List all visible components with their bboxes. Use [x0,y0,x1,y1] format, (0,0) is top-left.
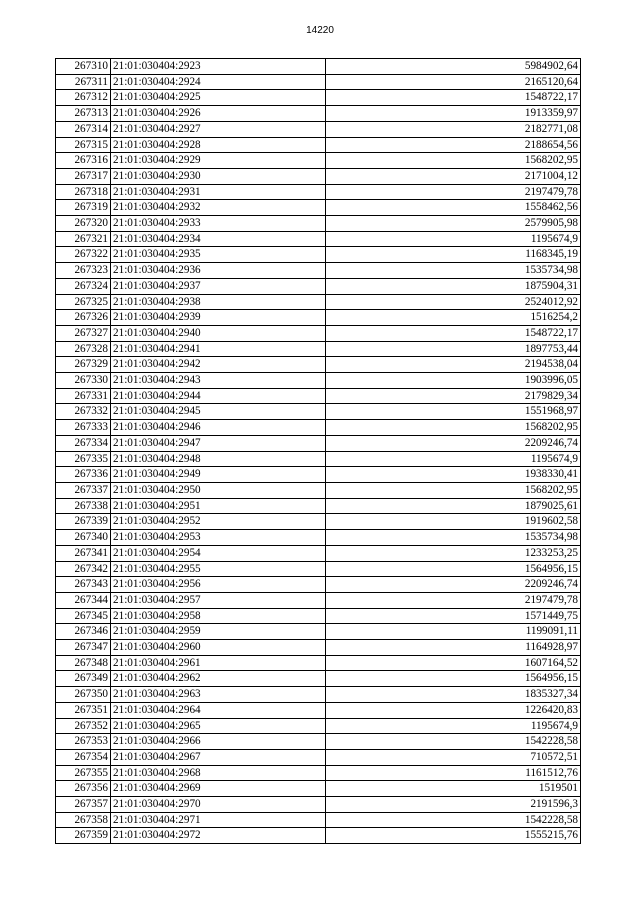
table-row [56,341,581,357]
cadastral-value-cell: 1164928,97 [326,640,581,656]
table-row [56,561,581,577]
row-number-cell: 267320 [56,216,111,232]
table-row [56,749,581,765]
table-row [56,467,581,483]
table-row [56,608,581,624]
row-number-cell: 267338 [56,498,111,514]
row-number-cell: 267353 [56,734,111,750]
cadastral-number-cell: 21:01:030404:2963 [111,687,326,703]
cadastral-value-cell: 1938330,41 [326,467,581,483]
cadastral-number-cell: 21:01:030404:2937 [111,278,326,294]
row-number-cell: 267349 [56,671,111,687]
table-row [56,514,581,530]
table-row [56,373,581,389]
row-number-cell: 267344 [56,592,111,608]
cadastral-value-cell: 2165120,64 [326,74,581,90]
table-row [56,420,581,436]
table-row [56,153,581,169]
table-row [56,592,581,608]
table-row [56,231,581,247]
cadastral-value-cell: 2179829,34 [326,388,581,404]
cadastral-value-cell: 2171004,12 [326,168,581,184]
cadastral-value-cell: 1564956,15 [326,561,581,577]
table-row [56,687,581,703]
cadastral-value-cell: 1195674,9 [326,231,581,247]
row-number-cell: 267330 [56,373,111,389]
table-row [56,294,581,310]
cadastral-value-cell: 1548722,17 [326,325,581,341]
row-number-cell: 267323 [56,263,111,279]
table-row [56,640,581,656]
table-row [56,482,581,498]
cadastral-value-cell: 1535734,98 [326,530,581,546]
cadastral-number-cell: 21:01:030404:2971 [111,812,326,828]
cadastral-value-cell: 1199091,11 [326,624,581,640]
table-row [56,278,581,294]
cadastral-number-cell: 21:01:030404:2935 [111,247,326,263]
cadastral-value-cell: 2197479,78 [326,592,581,608]
cadastral-number-cell: 21:01:030404:2958 [111,608,326,624]
cadastral-number-cell: 21:01:030404:2929 [111,153,326,169]
table-row [56,247,581,263]
table-row [56,184,581,200]
cadastral-number-cell: 21:01:030404:2965 [111,718,326,734]
cadastral-value-cell: 2524012,92 [326,294,581,310]
row-number-cell: 267317 [56,168,111,184]
table-row [56,310,581,326]
table-row [56,828,581,844]
cadastral-number-cell: 21:01:030404:2968 [111,765,326,781]
table-row [56,671,581,687]
row-number-cell: 267335 [56,451,111,467]
table-row [56,577,581,593]
table-row [56,781,581,797]
cadastral-number-cell: 21:01:030404:2946 [111,420,326,436]
cadastral-value-cell: 1897753,44 [326,341,581,357]
page-number: 14220 [306,25,334,36]
cadastral-value-cell: 1195674,9 [326,718,581,734]
cadastral-number-cell: 21:01:030404:2923 [111,59,326,75]
cadastral-number-cell: 21:01:030404:2949 [111,467,326,483]
cadastral-number-cell: 21:01:030404:2925 [111,90,326,106]
row-number-cell: 267336 [56,467,111,483]
cadastral-value-cell: 1879025,61 [326,498,581,514]
table-row [56,90,581,106]
row-number-cell: 267328 [56,341,111,357]
cadastral-value-cell: 2209246,74 [326,577,581,593]
cadastral-number-cell: 21:01:030404:2940 [111,325,326,341]
cadastral-number-cell: 21:01:030404:2936 [111,263,326,279]
cadastral-number-cell: 21:01:030404:2942 [111,357,326,373]
table-row [56,498,581,514]
cadastral-number-cell: 21:01:030404:2939 [111,310,326,326]
cadastral-number-cell: 21:01:030404:2930 [111,168,326,184]
cadastral-value-cell: 2194538,04 [326,357,581,373]
row-number-cell: 267345 [56,608,111,624]
cadastral-number-cell: 21:01:030404:2944 [111,388,326,404]
cadastral-number-cell: 21:01:030404:2961 [111,655,326,671]
row-number-cell: 267318 [56,184,111,200]
table-row [56,797,581,813]
cadastral-number-cell: 21:01:030404:2969 [111,781,326,797]
cadastral-value-cell: 2191596,3 [326,797,581,813]
table-row [56,388,581,404]
table-row [56,216,581,232]
row-number-cell: 267357 [56,797,111,813]
table-row [56,702,581,718]
cadastral-value-table [55,58,581,844]
row-number-cell: 267324 [56,278,111,294]
row-number-cell: 267350 [56,687,111,703]
cadastral-value-cell: 2188654,56 [326,137,581,153]
cadastral-number-cell: 21:01:030404:2959 [111,624,326,640]
table-row [56,624,581,640]
cadastral-number-cell: 21:01:030404:2941 [111,341,326,357]
cadastral-number-cell: 21:01:030404:2938 [111,294,326,310]
table-body [56,59,581,844]
cadastral-value-cell: 1542228,58 [326,734,581,750]
cadastral-value-cell: 1571449,75 [326,608,581,624]
table-row [56,263,581,279]
row-number-cell: 267343 [56,577,111,593]
cadastral-value-cell: 1233253,25 [326,545,581,561]
row-number-cell: 267322 [56,247,111,263]
row-number-cell: 267314 [56,121,111,137]
row-number-cell: 267325 [56,294,111,310]
row-number-cell: 267347 [56,640,111,656]
row-number-cell: 267358 [56,812,111,828]
cadastral-value-cell: 2209246,74 [326,435,581,451]
cadastral-number-cell: 21:01:030404:2954 [111,545,326,561]
cadastral-value-cell: 1875904,31 [326,278,581,294]
cadastral-value-cell: 1568202,95 [326,420,581,436]
cadastral-value-cell: 5984902,64 [326,59,581,75]
cadastral-number-cell: 21:01:030404:2951 [111,498,326,514]
row-number-cell: 267321 [56,231,111,247]
cadastral-number-cell: 21:01:030404:2945 [111,404,326,420]
row-number-cell: 267340 [56,530,111,546]
cadastral-number-cell: 21:01:030404:2931 [111,184,326,200]
row-number-cell: 267311 [56,74,111,90]
cadastral-value-cell: 1835327,34 [326,687,581,703]
cadastral-value-cell: 1548722,17 [326,90,581,106]
row-number-cell: 267348 [56,655,111,671]
cadastral-value-cell: 1542228,58 [326,812,581,828]
cadastral-number-cell: 21:01:030404:2957 [111,592,326,608]
row-number-cell: 267315 [56,137,111,153]
cadastral-number-cell: 21:01:030404:2932 [111,200,326,216]
row-number-cell: 267351 [56,702,111,718]
cadastral-number-cell: 21:01:030404:2926 [111,106,326,122]
cadastral-value-cell: 1161512,76 [326,765,581,781]
cadastral-number-cell: 21:01:030404:2934 [111,231,326,247]
row-number-cell: 267356 [56,781,111,797]
row-number-cell: 267326 [56,310,111,326]
table-row [56,451,581,467]
cadastral-value-cell: 1168345,19 [326,247,581,263]
table-row [56,137,581,153]
cadastral-number-cell: 21:01:030404:2966 [111,734,326,750]
row-number-cell: 267319 [56,200,111,216]
row-number-cell: 267355 [56,765,111,781]
row-number-cell: 267327 [56,325,111,341]
cadastral-value-cell: 2182771,08 [326,121,581,137]
table-row [56,357,581,373]
cadastral-number-cell: 21:01:030404:2952 [111,514,326,530]
cadastral-number-cell: 21:01:030404:2927 [111,121,326,137]
row-number-cell: 267316 [56,153,111,169]
table-row [56,404,581,420]
row-number-cell: 267337 [56,482,111,498]
cadastral-value-cell: 1195674,9 [326,451,581,467]
table-row [56,74,581,90]
row-number-cell: 267354 [56,749,111,765]
row-number-cell: 267312 [56,90,111,106]
cadastral-number-cell: 21:01:030404:2948 [111,451,326,467]
row-number-cell: 267332 [56,404,111,420]
table-row [56,530,581,546]
cadastral-value-cell: 1607164,52 [326,655,581,671]
row-number-cell: 267329 [56,357,111,373]
cadastral-value-cell: 1564956,15 [326,671,581,687]
cadastral-number-cell: 21:01:030404:2953 [111,530,326,546]
cadastral-number-cell: 21:01:030404:2972 [111,828,326,844]
table-row [56,734,581,750]
row-number-cell: 267352 [56,718,111,734]
cadastral-value-cell: 2197479,78 [326,184,581,200]
cadastral-number-cell: 21:01:030404:2933 [111,216,326,232]
cadastral-value-cell: 1516254,2 [326,310,581,326]
cadastral-number-cell: 21:01:030404:2956 [111,577,326,593]
row-number-cell: 267331 [56,388,111,404]
row-number-cell: 267334 [56,435,111,451]
cadastral-value-cell: 1555215,76 [326,828,581,844]
cadastral-number-cell: 21:01:030404:2924 [111,74,326,90]
cadastral-number-cell: 21:01:030404:2928 [111,137,326,153]
cadastral-number-cell: 21:01:030404:2955 [111,561,326,577]
cadastral-value-cell: 710572,51 [326,749,581,765]
cadastral-value-cell: 1558462,56 [326,200,581,216]
cadastral-value-cell: 2579905,98 [326,216,581,232]
table-row [56,545,581,561]
cadastral-number-cell: 21:01:030404:2947 [111,435,326,451]
cadastral-number-cell: 21:01:030404:2943 [111,373,326,389]
cadastral-value-cell: 1568202,95 [326,482,581,498]
cadastral-value-cell: 1551968,97 [326,404,581,420]
cadastral-value-cell: 1519501 [326,781,581,797]
table-row [56,59,581,75]
cadastral-value-cell: 1535734,98 [326,263,581,279]
table-row [56,655,581,671]
cadastral-number-cell: 21:01:030404:2950 [111,482,326,498]
row-number-cell: 267359 [56,828,111,844]
table-row [56,718,581,734]
table-row [56,200,581,216]
row-number-cell: 267341 [56,545,111,561]
cadastral-number-cell: 21:01:030404:2960 [111,640,326,656]
row-number-cell: 267310 [56,59,111,75]
cadastral-number-cell: 21:01:030404:2964 [111,702,326,718]
row-number-cell: 267313 [56,106,111,122]
cadastral-value-cell: 1913359,97 [326,106,581,122]
table-row [56,765,581,781]
row-number-cell: 267339 [56,514,111,530]
table-row [56,106,581,122]
cadastral-value-cell: 1226420,83 [326,702,581,718]
row-number-cell: 267333 [56,420,111,436]
table-row [56,121,581,137]
cadastral-value-cell: 1919602,58 [326,514,581,530]
cadastral-value-cell: 1903996,05 [326,373,581,389]
cadastral-number-cell: 21:01:030404:2967 [111,749,326,765]
table-row [56,325,581,341]
cadastral-value-cell: 1568202,95 [326,153,581,169]
table-row [56,168,581,184]
cadastral-number-cell: 21:01:030404:2970 [111,797,326,813]
row-number-cell: 267342 [56,561,111,577]
row-number-cell: 267346 [56,624,111,640]
table-row [56,435,581,451]
table-row [56,812,581,828]
cadastral-number-cell: 21:01:030404:2962 [111,671,326,687]
